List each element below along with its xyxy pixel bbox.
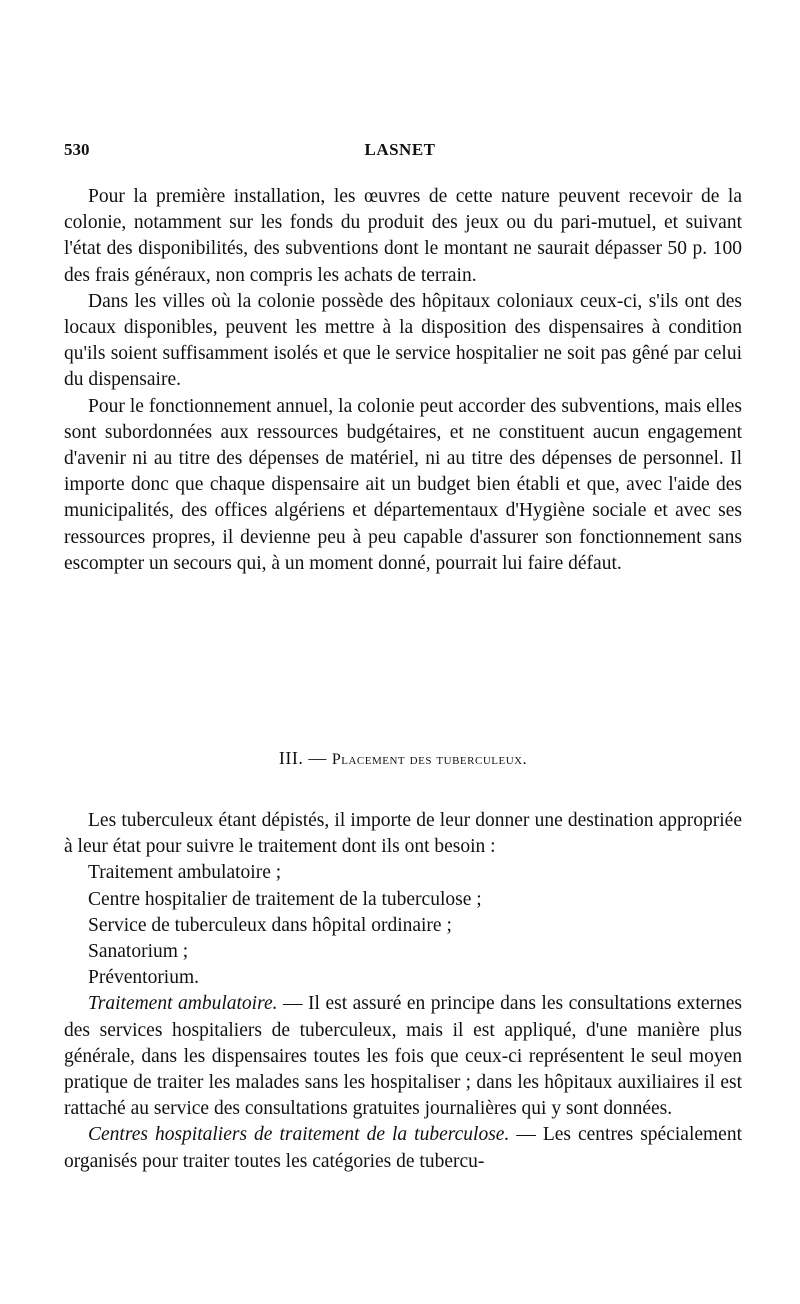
section-heading bbox=[64, 748, 742, 769]
section-body bbox=[64, 808, 742, 1175]
runin-heading: Centres hospitaliers de traitement de la tuberculose. bbox=[88, 1124, 510, 1146]
paragraph: Pour la première installation, les œuvres de cette nature peuvent recevoir de la colonie, notamment sur les fonds du produit des jeux ou du pari-mutuel, et suivant l'état des disponibilités, des subventions dont le montant ne saurait dépasser 50 p. 100 des frais généraux, non compris les achats de terrain. bbox=[64, 186, 742, 286]
top-paragraphs bbox=[64, 184, 742, 577]
paragraph: Pour le fonctionnement annuel, la colonie peut accorder des subventions, mais elles sont subordonnées aux ressources budgétaires, et ne constituent aucun engagement d'avenir ni au titre des dépenses de matériel, ni au titre des dépenses de personnel. Il importe donc que chaque dispensaire ait un budget bien établi et que, avec l'aide des municipalités, des offices algériens et départementaux d'Hygiène sociale et avec ses ressources propres, il devienne peu à peu capable d'assurer son fonctionnement sans escompter un secours qui, à un moment donné, pourrait lui faire défaut. bbox=[64, 395, 742, 574]
intro-paragraph: Les tuberculeux étant dépistés, il importe de leur donner une destination appropriée à leur état pour suivre le traitement dont ils ont besoin : bbox=[64, 810, 742, 858]
paragraph-text: — Les centres spécialement organisés pour traiter toutes les catégories de tubercu- bbox=[64, 1124, 743, 1172]
placement-list bbox=[64, 860, 742, 991]
paragraph-centres bbox=[64, 1122, 742, 1174]
running-head: LASNET bbox=[364, 140, 436, 159]
paragraph-ambulatoire bbox=[64, 991, 742, 1122]
runin-heading: Traitement ambulatoire. bbox=[88, 993, 278, 1015]
paragraph: Dans les villes où la colonie possède des hôpitaux coloniaux ceux-ci, s'ils ont des locaux disponibles, peuvent les mettre à la disposition des dispensaires à condition qu'ils soient suffisamment isolés et que le service hospitalier ne soit pas gêné par celui du dispensaire. bbox=[64, 290, 742, 391]
page-number: 530 bbox=[64, 140, 90, 159]
paragraph-text: — Il est assuré en principe dans les consultations externes des services hospitaliers de tuberculeux, mais il est appliqué, d'une manière plus générale, dans les dispensaires toutes les fois que ceux-ci représentent le seul moyen pratique de traiter les malades sans les hospitaliser ; dans les hôpitaux auxiliaires il est rattaché au service des consultations gratuites journalières qui y sont données. bbox=[64, 993, 742, 1120]
section-number: III. — bbox=[278, 748, 327, 768]
list-item: Traitement ambulatoire ; bbox=[88, 862, 282, 884]
section-title: Placement des tuberculeux. bbox=[331, 751, 528, 768]
list-item: Sanatorium ; bbox=[88, 941, 189, 963]
list-item: Centre hospitalier de traitement de la tuberculose ; bbox=[88, 888, 482, 910]
page-header bbox=[64, 140, 736, 164]
list-item: Service de tuberculeux dans hôpital ordinaire ; bbox=[88, 914, 452, 936]
list-item: Préventorium. bbox=[88, 967, 200, 989]
